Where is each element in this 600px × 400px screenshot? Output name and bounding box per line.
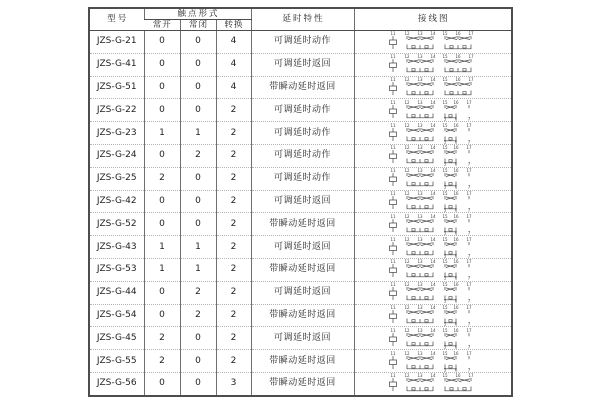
svg-text:6: 6 bbox=[454, 207, 458, 212]
table-body bbox=[89, 31, 512, 397]
svg-text:12: 12 bbox=[404, 31, 410, 37]
normally-closed-count-cell: 0 bbox=[180, 53, 216, 76]
wiring-diagram bbox=[384, 77, 482, 98]
svg-text:5: 5 bbox=[443, 253, 447, 258]
svg-text:11: 11 bbox=[390, 373, 396, 379]
svg-text:17: 17 bbox=[466, 304, 472, 310]
svg-text:11: 11 bbox=[390, 31, 396, 37]
normally-closed-count-cell: 0 bbox=[180, 31, 216, 54]
svg-text:16: 16 bbox=[453, 168, 459, 174]
col-header-wiring-diagram: 接线图 bbox=[354, 8, 512, 31]
svg-text:7: 7 bbox=[467, 321, 471, 326]
svg-text:13: 13 bbox=[417, 31, 423, 37]
svg-text:17: 17 bbox=[466, 213, 472, 219]
svg-text:16: 16 bbox=[453, 236, 459, 242]
svg-text:7: 7 bbox=[467, 207, 471, 212]
svg-text:6: 6 bbox=[454, 230, 458, 235]
svg-text:17: 17 bbox=[466, 122, 472, 128]
svg-text:14: 14 bbox=[430, 373, 436, 379]
svg-text:15: 15 bbox=[442, 350, 448, 356]
delay-characteristic-cell: 可调延时返回 bbox=[251, 281, 354, 304]
svg-text:7: 7 bbox=[467, 253, 471, 258]
svg-text:12: 12 bbox=[404, 145, 410, 151]
svg-text:15: 15 bbox=[442, 327, 448, 333]
svg-text:13: 13 bbox=[417, 122, 423, 128]
delay-characteristic-cell: 带瞬动延时返回 bbox=[251, 213, 354, 236]
svg-text:15: 15 bbox=[442, 122, 448, 128]
svg-text:14: 14 bbox=[430, 31, 436, 37]
svg-text:6: 6 bbox=[454, 321, 458, 326]
svg-text:5: 5 bbox=[443, 275, 447, 281]
model-cell: JZS-G-56 bbox=[89, 372, 144, 396]
normally-closed-count-cell: 0 bbox=[180, 213, 216, 236]
svg-text:11: 11 bbox=[390, 76, 396, 82]
svg-text:11: 11 bbox=[390, 54, 396, 60]
normally-closed-count-cell: 2 bbox=[180, 144, 216, 167]
svg-text:15: 15 bbox=[442, 145, 448, 151]
svg-text:15: 15 bbox=[442, 76, 448, 82]
col-header-contact-form: 触点形式 bbox=[144, 8, 251, 20]
svg-text:15: 15 bbox=[442, 259, 448, 265]
changeover-count-cell: 2 bbox=[216, 190, 251, 213]
svg-text:12: 12 bbox=[404, 76, 410, 82]
svg-text:15: 15 bbox=[442, 190, 448, 196]
svg-text:13: 13 bbox=[417, 99, 423, 105]
delay-characteristic-cell: 带瞬动延时返回 bbox=[251, 350, 354, 373]
svg-text:14: 14 bbox=[430, 213, 436, 219]
changeover-count-cell: 2 bbox=[216, 236, 251, 259]
wiring-diagram bbox=[384, 214, 482, 235]
svg-text:17: 17 bbox=[466, 168, 472, 174]
svg-text:13: 13 bbox=[417, 327, 423, 333]
svg-text:14: 14 bbox=[430, 99, 436, 105]
relay-spec-table bbox=[88, 7, 513, 397]
svg-text:14: 14 bbox=[430, 282, 436, 288]
delay-characteristic-cell: 带瞬动延时返回 bbox=[251, 258, 354, 281]
svg-text:7: 7 bbox=[467, 367, 471, 372]
table-row bbox=[89, 213, 512, 236]
svg-text:16: 16 bbox=[453, 122, 459, 128]
changeover-count-cell: 2 bbox=[216, 213, 251, 236]
svg-text:7: 7 bbox=[467, 344, 471, 349]
svg-text:13: 13 bbox=[417, 145, 423, 151]
changeover-count-cell: 2 bbox=[216, 99, 251, 122]
model-cell: JZS-G-52 bbox=[89, 213, 144, 236]
model-cell: JZS-G-24 bbox=[89, 144, 144, 167]
svg-text:7: 7 bbox=[467, 139, 471, 144]
svg-text:7: 7 bbox=[467, 116, 471, 121]
normally-open-count-cell: 0 bbox=[144, 281, 180, 304]
svg-text:6: 6 bbox=[454, 139, 458, 144]
svg-text:5: 5 bbox=[443, 321, 447, 326]
svg-text:14: 14 bbox=[430, 304, 436, 310]
svg-text:16: 16 bbox=[453, 213, 459, 219]
table-row bbox=[89, 327, 512, 350]
table-row bbox=[89, 99, 512, 122]
wiring-diagram-cell bbox=[354, 372, 512, 396]
delay-characteristic-cell: 可调延时动作 bbox=[251, 144, 354, 167]
delay-characteristic-cell: 带瞬动延时返回 bbox=[251, 304, 354, 327]
svg-text:6: 6 bbox=[454, 161, 458, 167]
svg-text:11: 11 bbox=[390, 236, 396, 242]
svg-text:14: 14 bbox=[430, 76, 436, 82]
delay-characteristic-cell: 可调延时动作 bbox=[251, 31, 354, 54]
svg-text:15: 15 bbox=[442, 282, 448, 288]
svg-text:5: 5 bbox=[443, 230, 447, 235]
svg-text:17: 17 bbox=[466, 259, 472, 265]
delay-characteristic-cell: 可调延时动作 bbox=[251, 167, 354, 190]
model-cell: JZS-G-43 bbox=[89, 236, 144, 259]
svg-text:6: 6 bbox=[454, 344, 458, 349]
wiring-diagram-cell bbox=[354, 281, 512, 304]
wiring-diagram bbox=[384, 168, 482, 189]
wiring-diagram bbox=[384, 145, 482, 166]
svg-text:5: 5 bbox=[443, 184, 447, 190]
normally-closed-count-cell: 2 bbox=[180, 304, 216, 327]
svg-text:12: 12 bbox=[404, 54, 410, 60]
svg-text:17: 17 bbox=[466, 190, 472, 196]
wiring-diagram bbox=[384, 100, 482, 121]
svg-text:16: 16 bbox=[455, 373, 461, 379]
wiring-diagram bbox=[384, 328, 482, 349]
svg-text:14: 14 bbox=[430, 327, 436, 333]
wiring-diagram-cell bbox=[354, 31, 512, 54]
model-cell: JZS-G-21 bbox=[96, 36, 137, 47]
wiring-diagram bbox=[384, 373, 482, 394]
svg-text:14: 14 bbox=[430, 259, 436, 265]
wiring-diagram bbox=[384, 191, 482, 212]
svg-text:7: 7 bbox=[467, 184, 471, 190]
table-row bbox=[89, 53, 512, 76]
svg-text:12: 12 bbox=[404, 190, 410, 196]
svg-text:17: 17 bbox=[466, 350, 472, 356]
wiring-diagram-cell bbox=[354, 304, 512, 327]
svg-text:12: 12 bbox=[404, 350, 410, 356]
svg-text:5: 5 bbox=[443, 344, 447, 349]
delay-characteristic-cell: 可调延时返回 bbox=[251, 190, 354, 213]
svg-text:13: 13 bbox=[417, 282, 423, 288]
svg-text:7: 7 bbox=[467, 230, 471, 235]
svg-text:6: 6 bbox=[454, 253, 458, 258]
normally-closed-count-cell: 0 bbox=[180, 350, 216, 373]
svg-text:12: 12 bbox=[404, 373, 410, 379]
wiring-diagram-cell bbox=[354, 350, 512, 373]
svg-text:15: 15 bbox=[442, 31, 448, 37]
model-cell: JZS-G-23 bbox=[89, 122, 144, 145]
delay-characteristic-cell: 可调延时返回 bbox=[251, 327, 354, 350]
table-row bbox=[89, 144, 512, 167]
normally-closed-count-cell: 1 bbox=[180, 236, 216, 259]
changeover-count-cell: 2 bbox=[216, 281, 251, 304]
svg-text:11: 11 bbox=[390, 327, 396, 333]
col-header-changeover: 转换 bbox=[216, 20, 251, 31]
changeover-count-cell: 2 bbox=[216, 350, 251, 373]
svg-text:12: 12 bbox=[404, 168, 410, 174]
wiring-diagram-cell bbox=[354, 327, 512, 350]
wiring-diagram-cell bbox=[354, 167, 512, 190]
normally-open-count-cell: 0 bbox=[144, 144, 180, 167]
wiring-diagram-cell bbox=[354, 236, 512, 259]
col-header-normally-open: 常开 bbox=[144, 20, 180, 31]
svg-text:5: 5 bbox=[443, 207, 447, 212]
svg-text:13: 13 bbox=[417, 350, 423, 356]
changeover-count-cell: 4 bbox=[216, 53, 251, 76]
delay-characteristic-cell: 可调延时返回 bbox=[251, 236, 354, 259]
wiring-diagram-cell bbox=[354, 213, 512, 236]
svg-text:16: 16 bbox=[453, 282, 459, 288]
table-row bbox=[89, 76, 512, 99]
svg-text:16: 16 bbox=[453, 327, 459, 333]
svg-text:13: 13 bbox=[417, 76, 423, 82]
wiring-diagram bbox=[384, 351, 482, 372]
normally-closed-count-cell: 1 bbox=[180, 122, 216, 145]
svg-text:16: 16 bbox=[455, 31, 461, 37]
svg-text:11: 11 bbox=[390, 213, 396, 219]
svg-text:11: 11 bbox=[390, 350, 396, 356]
svg-text:17: 17 bbox=[468, 76, 474, 82]
table-row bbox=[89, 281, 512, 304]
changeover-count-cell: 4 bbox=[216, 31, 251, 54]
svg-text:17: 17 bbox=[468, 54, 474, 60]
model-cell: JZS-G-25 bbox=[89, 167, 144, 190]
svg-text:15: 15 bbox=[442, 236, 448, 242]
svg-text:14: 14 bbox=[430, 145, 436, 151]
svg-text:6: 6 bbox=[454, 275, 458, 281]
changeover-count-cell: 2 bbox=[216, 304, 251, 327]
col-header-delay-characteristic: 延时特性 bbox=[251, 8, 354, 31]
normally-open-count-cell: 0 bbox=[144, 76, 180, 99]
normally-open-count-cell: 0 bbox=[144, 99, 180, 122]
normally-open-count-cell: 2 bbox=[144, 327, 180, 350]
table-row bbox=[89, 167, 512, 190]
changeover-count-cell: 2 bbox=[216, 327, 251, 350]
svg-text:12: 12 bbox=[404, 99, 410, 105]
col-header-normally-closed: 常闭 bbox=[180, 20, 216, 31]
delay-characteristic-cell: 可调延时动作 bbox=[251, 99, 354, 122]
svg-text:7: 7 bbox=[467, 298, 471, 304]
wiring-diagram bbox=[384, 31, 482, 52]
svg-text:14: 14 bbox=[430, 168, 436, 174]
svg-text:5: 5 bbox=[443, 161, 447, 167]
svg-text:5: 5 bbox=[443, 367, 447, 372]
wiring-diagram bbox=[384, 259, 482, 280]
wiring-diagram-cell bbox=[354, 144, 512, 167]
wiring-diagram bbox=[384, 123, 482, 144]
svg-text:16: 16 bbox=[453, 99, 459, 105]
table-row bbox=[89, 31, 512, 54]
svg-text:12: 12 bbox=[404, 259, 410, 265]
svg-text:14: 14 bbox=[430, 236, 436, 242]
table-row bbox=[89, 122, 512, 145]
svg-text:15: 15 bbox=[442, 213, 448, 219]
normally-open-count-cell: 1 bbox=[144, 122, 180, 145]
model-cell: JZS-G-42 bbox=[89, 190, 144, 213]
table-row bbox=[89, 258, 512, 281]
changeover-count-cell: 2 bbox=[216, 167, 251, 190]
changeover-count-cell: 2 bbox=[216, 122, 251, 145]
svg-text:7: 7 bbox=[467, 275, 471, 281]
wiring-diagram-cell bbox=[354, 99, 512, 122]
normally-open-count-cell: 2 bbox=[144, 167, 180, 190]
svg-text:12: 12 bbox=[404, 327, 410, 333]
changeover-count-cell: 2 bbox=[216, 144, 251, 167]
svg-text:11: 11 bbox=[390, 145, 396, 151]
svg-text:15: 15 bbox=[442, 373, 448, 379]
svg-text:17: 17 bbox=[466, 327, 472, 333]
wiring-diagram-cell bbox=[354, 76, 512, 99]
svg-text:17: 17 bbox=[468, 373, 474, 379]
svg-text:12: 12 bbox=[404, 304, 410, 310]
delay-characteristic-cell: 可调延时返回 bbox=[251, 53, 354, 76]
wiring-diagram bbox=[384, 237, 482, 258]
normally-open-count-cell: 1 bbox=[144, 258, 180, 281]
svg-text:12: 12 bbox=[404, 282, 410, 288]
svg-text:15: 15 bbox=[442, 54, 448, 60]
svg-text:17: 17 bbox=[466, 145, 472, 151]
normally-open-count-cell: 0 bbox=[144, 213, 180, 236]
normally-closed-count-cell: 0 bbox=[180, 372, 216, 396]
svg-text:11: 11 bbox=[390, 259, 396, 265]
table-row bbox=[89, 304, 512, 327]
table-row bbox=[89, 372, 512, 396]
svg-text:11: 11 bbox=[390, 122, 396, 128]
model-cell: JZS-G-45 bbox=[89, 327, 144, 350]
model-cell: JZS-G-55 bbox=[89, 350, 144, 373]
svg-text:13: 13 bbox=[417, 190, 423, 196]
col-header-model: 型号 bbox=[89, 8, 144, 31]
normally-open-count-cell: 1 bbox=[144, 236, 180, 259]
svg-text:16: 16 bbox=[453, 350, 459, 356]
delay-characteristic-cell: 可调延时动作 bbox=[251, 122, 354, 145]
svg-text:14: 14 bbox=[430, 350, 436, 356]
svg-text:11: 11 bbox=[390, 190, 396, 196]
delay-characteristic-cell: 带瞬动延时返回 bbox=[251, 76, 354, 99]
svg-text:13: 13 bbox=[417, 373, 423, 379]
normally-open-count-cell: 0 bbox=[144, 190, 180, 213]
svg-text:13: 13 bbox=[417, 236, 423, 242]
table-row bbox=[89, 190, 512, 213]
normally-closed-count-cell: 1 bbox=[180, 258, 216, 281]
changeover-count-cell: 2 bbox=[216, 258, 251, 281]
svg-text:6: 6 bbox=[454, 367, 458, 372]
svg-text:16: 16 bbox=[455, 76, 461, 82]
svg-text:11: 11 bbox=[390, 304, 396, 310]
normally-closed-count-cell: 0 bbox=[180, 99, 216, 122]
svg-text:14: 14 bbox=[430, 190, 436, 196]
changeover-count-cell: 3 bbox=[216, 372, 251, 396]
normally-closed-count-cell: 0 bbox=[180, 76, 216, 99]
svg-text:6: 6 bbox=[454, 116, 458, 121]
model-cell: JZS-G-54 bbox=[89, 304, 144, 327]
model-cell: JZS-G-22 bbox=[89, 99, 144, 122]
model-cell: JZS-G-41 bbox=[89, 53, 144, 76]
svg-text:5: 5 bbox=[443, 139, 447, 144]
svg-text:16: 16 bbox=[455, 54, 461, 60]
svg-text:14: 14 bbox=[430, 54, 436, 60]
svg-text:17: 17 bbox=[468, 31, 474, 37]
svg-text:12: 12 bbox=[404, 236, 410, 242]
normally-open-count-cell: 0 bbox=[144, 304, 180, 327]
svg-text:6: 6 bbox=[454, 298, 458, 304]
normally-closed-count-cell: 0 bbox=[180, 190, 216, 213]
svg-text:13: 13 bbox=[417, 259, 423, 265]
wiring-diagram-cell bbox=[354, 258, 512, 281]
normally-closed-count-cell: 0 bbox=[180, 327, 216, 350]
svg-text:16: 16 bbox=[453, 259, 459, 265]
table-header bbox=[89, 8, 512, 31]
svg-text:13: 13 bbox=[417, 54, 423, 60]
wiring-diagram-cell bbox=[354, 122, 512, 145]
svg-text:13: 13 bbox=[417, 213, 423, 219]
model-cell: JZS-G-44 bbox=[89, 281, 144, 304]
model-cell: JZS-G-53 bbox=[89, 258, 144, 281]
svg-text:7: 7 bbox=[467, 161, 471, 167]
svg-text:16: 16 bbox=[453, 304, 459, 310]
wiring-diagram bbox=[384, 54, 482, 75]
svg-text:12: 12 bbox=[404, 122, 410, 128]
normally-open-count-cell: 0 bbox=[144, 31, 180, 54]
svg-text:17: 17 bbox=[466, 282, 472, 288]
svg-text:11: 11 bbox=[390, 282, 396, 288]
wiring-diagram bbox=[384, 282, 482, 303]
normally-open-count-cell: 2 bbox=[144, 350, 180, 373]
svg-text:17: 17 bbox=[466, 99, 472, 105]
svg-text:15: 15 bbox=[442, 168, 448, 174]
svg-text:11: 11 bbox=[390, 99, 396, 105]
svg-text:13: 13 bbox=[417, 304, 423, 310]
wiring-diagram-cell bbox=[354, 53, 512, 76]
svg-text:16: 16 bbox=[453, 190, 459, 196]
table-row bbox=[89, 236, 512, 259]
table-row bbox=[89, 350, 512, 373]
svg-text:15: 15 bbox=[442, 99, 448, 105]
svg-text:6: 6 bbox=[454, 184, 458, 190]
wiring-diagram-cell bbox=[354, 190, 512, 213]
model-cell: JZS-G-51 bbox=[89, 76, 144, 99]
svg-text:14: 14 bbox=[430, 122, 436, 128]
normally-closed-count-cell: 2 bbox=[180, 281, 216, 304]
changeover-count-cell: 4 bbox=[216, 76, 251, 99]
svg-text:5: 5 bbox=[443, 298, 447, 304]
delay-characteristic-cell: 带瞬动延时返回 bbox=[251, 372, 354, 396]
svg-text:15: 15 bbox=[442, 304, 448, 310]
svg-text:5: 5 bbox=[443, 116, 447, 121]
normally-open-count-cell: 0 bbox=[144, 372, 180, 396]
svg-text:17: 17 bbox=[466, 236, 472, 242]
svg-text:13: 13 bbox=[417, 168, 423, 174]
normally-open-count-cell: 0 bbox=[144, 53, 180, 76]
normally-closed-count-cell: 0 bbox=[180, 167, 216, 190]
svg-text:16: 16 bbox=[453, 145, 459, 151]
svg-text:12: 12 bbox=[404, 213, 410, 219]
svg-text:11: 11 bbox=[390, 168, 396, 174]
wiring-diagram bbox=[384, 305, 482, 326]
